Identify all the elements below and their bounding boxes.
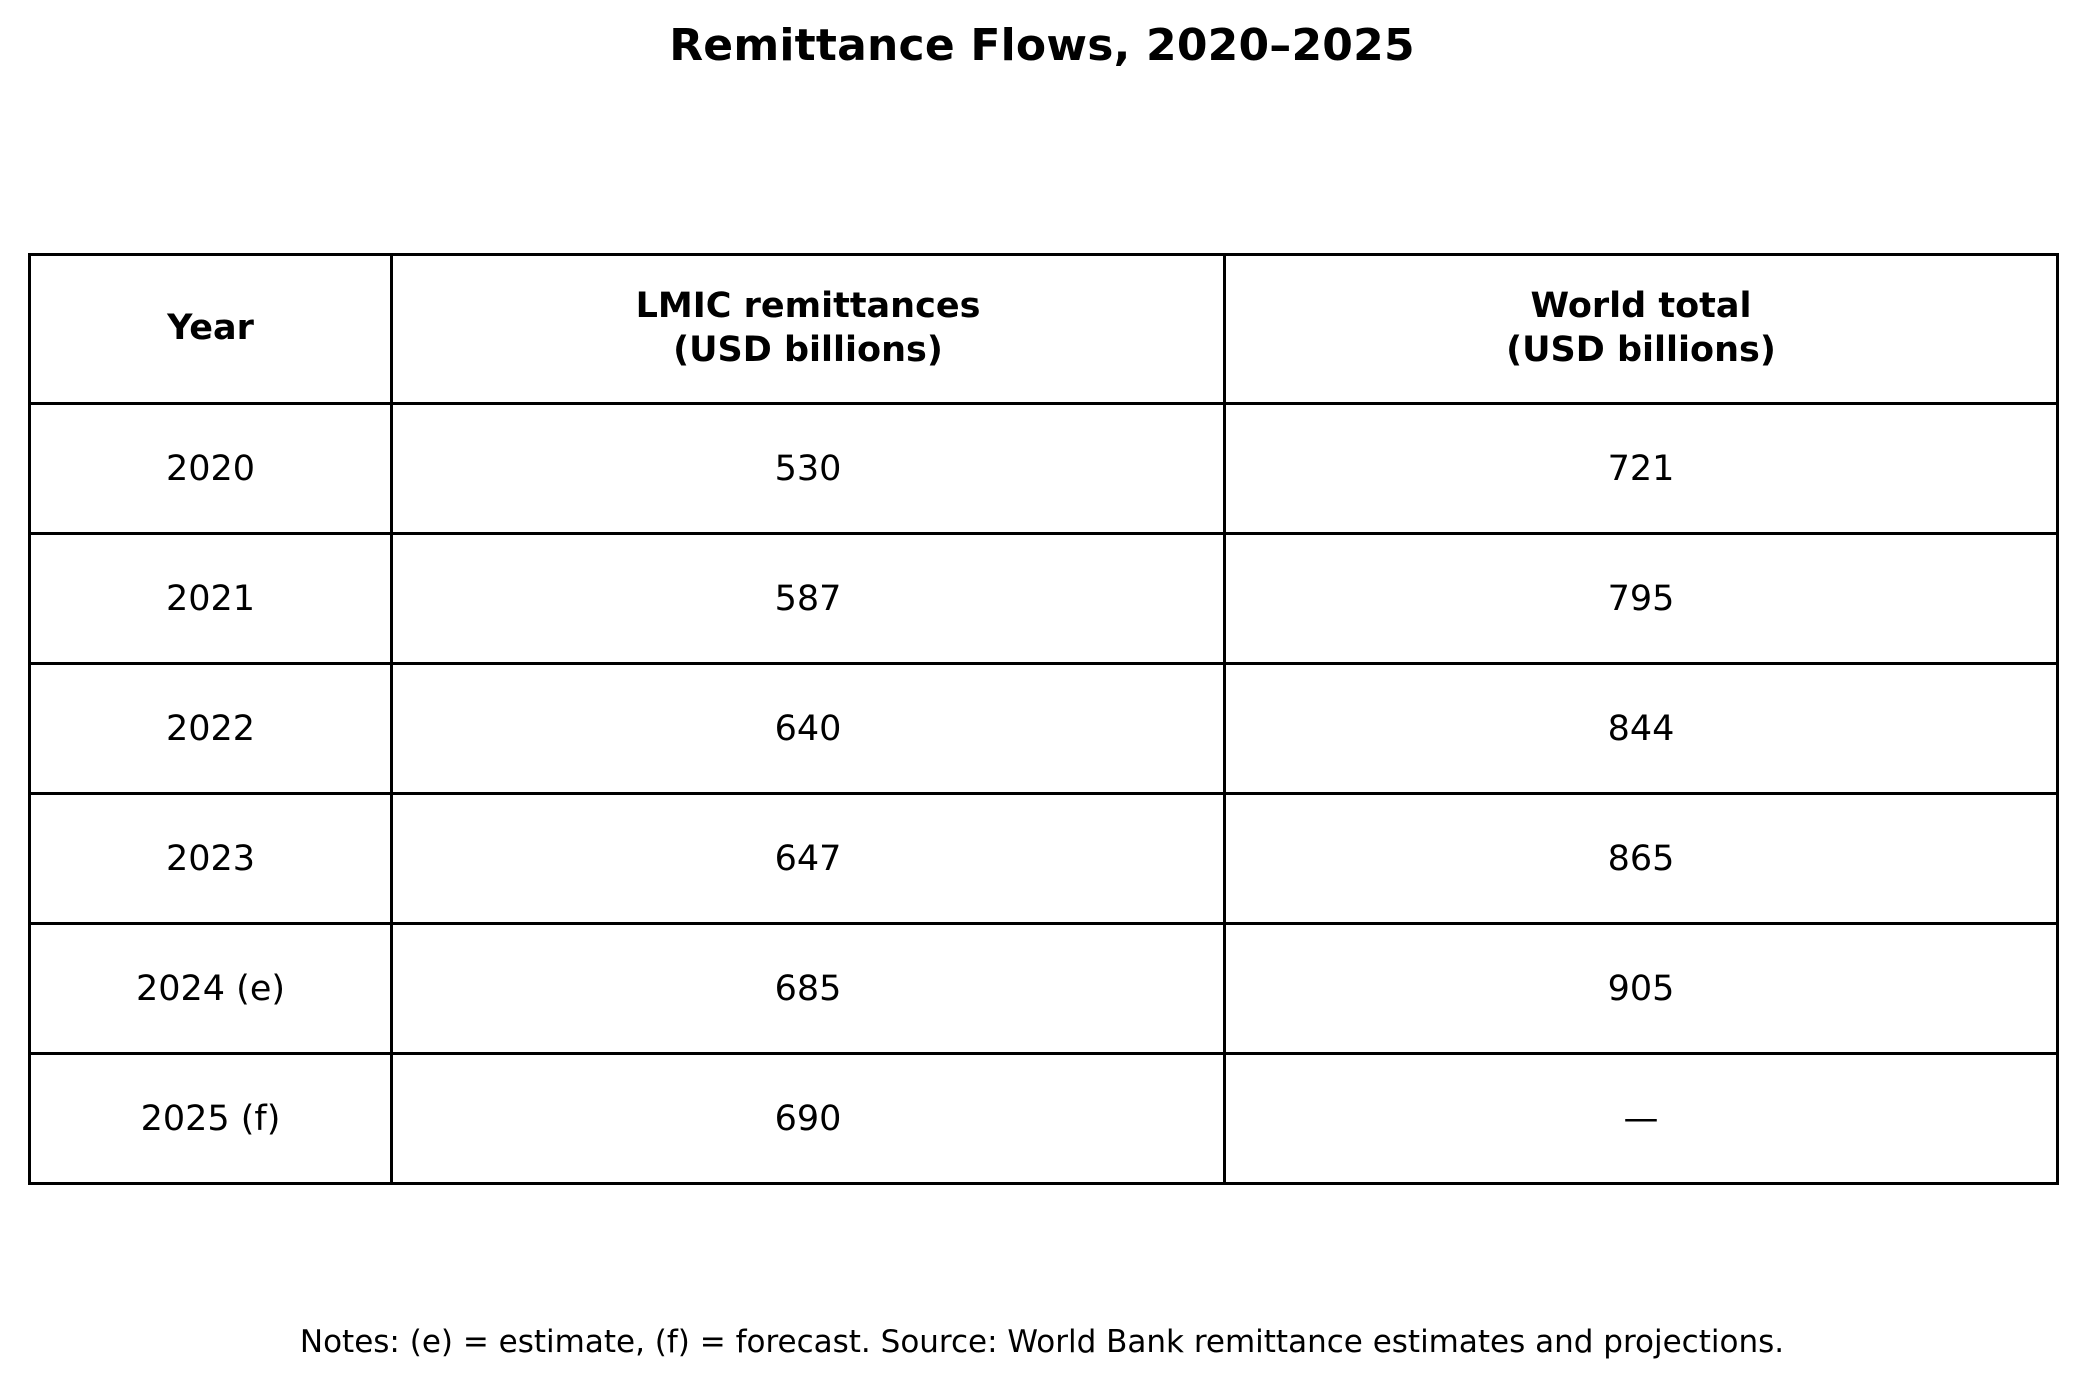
column-header-lmic: [392, 255, 1225, 404]
cell-lmic: 587: [392, 534, 1225, 664]
cell-year: 2023: [30, 794, 392, 924]
column-header-lmic-line1: LMIC remittances: [635, 286, 981, 327]
cell-year: 2022: [30, 664, 392, 794]
cell-world: 795: [1225, 534, 2058, 664]
table-header: [30, 255, 2058, 404]
cell-world: 865: [1225, 794, 2058, 924]
cell-year: 2021: [30, 534, 392, 664]
cell-world: 844: [1225, 664, 2058, 794]
cell-year: 2020: [30, 404, 392, 534]
cell-world: —: [1225, 1054, 2058, 1184]
table-header-row: [30, 255, 2058, 404]
cell-world: 721: [1225, 404, 2058, 534]
page-title: Remittance Flows, 2020–2025: [669, 20, 1415, 71]
table-row: [30, 924, 2058, 1054]
column-header-world: [1225, 255, 2058, 404]
table-row: [30, 534, 2058, 664]
table-row: [30, 794, 2058, 924]
cell-lmic: 640: [392, 664, 1225, 794]
table-row: [30, 404, 2058, 534]
cell-lmic: 690: [392, 1054, 1225, 1184]
cell-year: 2025 (f): [30, 1054, 392, 1184]
table-notes: Notes: (e) = estimate, (f) = forecast. Source: World Bank remittance estimates and projections.: [299, 1324, 1785, 1360]
column-header-year-line1: Year: [167, 308, 254, 349]
table-row: [30, 1054, 2058, 1184]
cell-lmic: 647: [392, 794, 1225, 924]
table-row: [30, 664, 2058, 794]
cell-lmic: 530: [392, 404, 1225, 534]
cell-year: 2024 (e): [30, 924, 392, 1054]
cell-world: 905: [1225, 924, 2058, 1054]
remittance-table-container: [28, 253, 2056, 1185]
column-header-world-line1: World total: [1530, 286, 1752, 327]
column-header-world-line2: (USD billions): [1506, 330, 1776, 370]
remittance-table: [28, 253, 2059, 1185]
cell-lmic: 685: [392, 924, 1225, 1054]
column-header-lmic-line2: (USD billions): [673, 330, 943, 370]
table-body: [30, 404, 2058, 1184]
column-header-year: [30, 255, 392, 404]
